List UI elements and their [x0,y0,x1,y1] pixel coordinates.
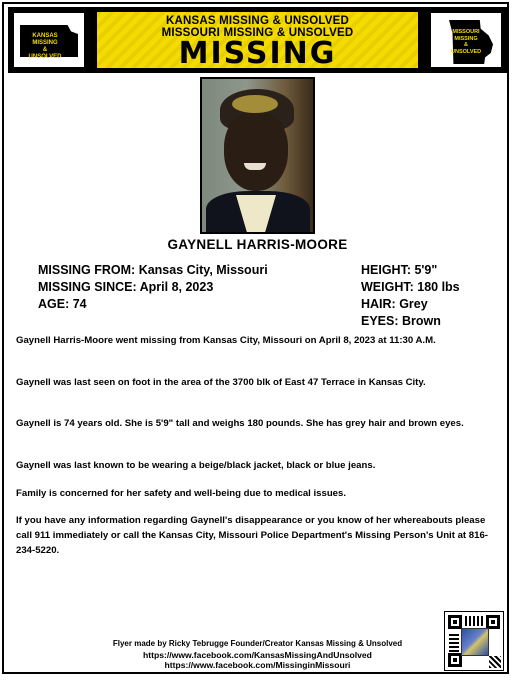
footer-link-missouri[interactable]: https://www.facebook.com/MissinginMissouri [164,660,351,670]
missing-banner [97,12,418,71]
footer [0,639,515,671]
footer-link-kansas[interactable]: https://www.facebook.com/KansasMissingAndUnsolved [143,649,372,660]
missouri-logo [430,12,502,68]
kansas-logo [13,12,85,68]
banner-line-kansas: KANSAS MISSING & UNSOLVED [165,15,350,27]
footer-credit: Flyer made by Ricky Tebrugge Founder/Creator Kansas Missing & Unsolved [112,639,403,648]
height: HEIGHT: 5'9" [361,263,438,277]
missing-person-photo [200,77,315,234]
missouri-logo-text: MISSOURI MISSING & UNSOLVED [451,29,482,55]
missing-since: MISSING SINCE: April 8, 2023 [38,280,214,294]
weight: WEIGHT: 180 lbs [361,280,460,294]
age: AGE: 74 [38,297,87,311]
header-bar [8,7,507,73]
qr-code-icon[interactable] [444,611,504,671]
paragraph-description: Gaynell is 74 years old. She is 5'9" tall and weighs 180 pounds. She has grey hair and brown eyes. [16,418,464,429]
missing-from: MISSING FROM: Kansas City, Missouri [38,263,268,277]
eyes: EYES: Brown [361,314,441,328]
hair: HAIR: Grey [361,297,428,311]
paragraph-contact: If you have any information regarding Gaynell's disappearance or you know of her whereabouts please call 911 immediately or call the Kansas City, Missouri Police Department's Missing Person's Unit at 816-234-5220. [16,515,488,556]
banner-title: MISSING [178,36,337,71]
kansas-logo-text: KANSAS MISSING & UNSOLVED [28,33,62,60]
banner-line-missouri: MISSOURI MISSING & UNSOLVED [161,27,354,39]
paragraph-concern: Family is concerned for her safety and well-being due to medical issues. [16,488,347,499]
paragraph-last-seen: Gaynell was last seen on foot in the area of the 3700 blk of East 47 Terrace in Kansas City. [16,377,426,388]
info-right-column [361,262,460,330]
paragraph-clothing: Gaynell was last known to be wearing a beige/black jacket, black or blue jeans. [16,460,376,471]
info-left-column [38,262,268,313]
paragraph-missing-date: Gaynell Harris-Moore went missing from Kansas City, Missouri on April 8, 2023 at 11:30 A.M. [16,335,436,346]
person-name: GAYNELL HARRIS-MOORE [167,237,348,252]
